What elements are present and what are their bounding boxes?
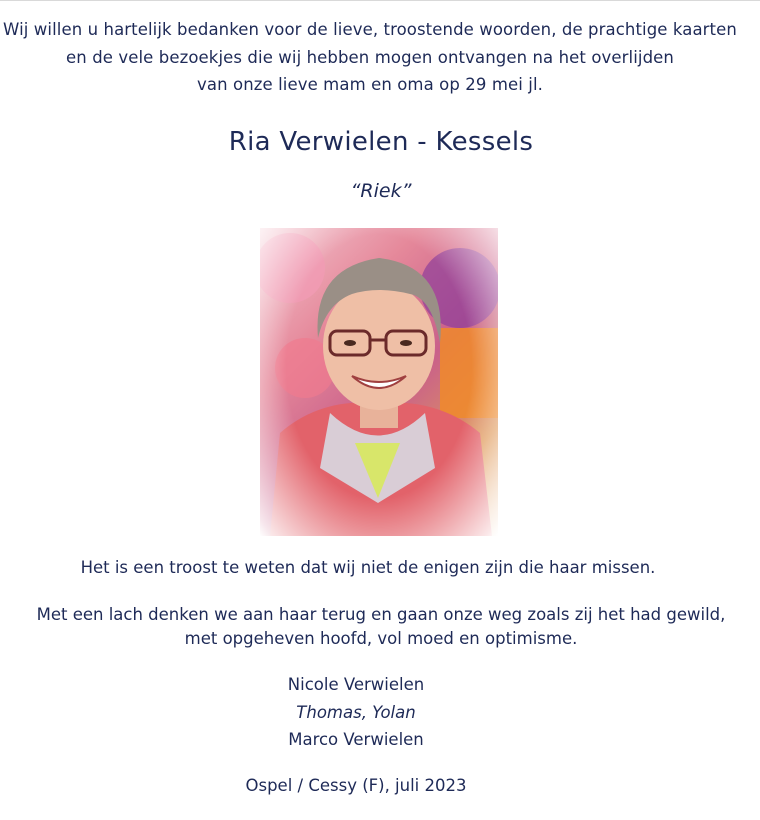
memory-line-1: Met een lach denken we aan haar terug en gaan onze weg zoals zij het had gewild, — [36, 605, 726, 624]
intro-text — [0, 16, 740, 99]
top-border — [0, 0, 760, 1]
place-date: Ospel / Cessy (F), juli 2023 — [245, 776, 467, 795]
signature-nicole: Nicole Verwielen — [287, 675, 425, 694]
signature-marco: Marco Verwielen — [288, 730, 424, 749]
deceased-nickname: “Riek” — [350, 180, 412, 202]
intro-line-2: en de vele bezoekjes die wij hebben mogen ontvangen na het overlijden — [66, 47, 674, 67]
portrait-photo — [260, 228, 498, 536]
deceased-name: Ria Verwielen - Kessels — [228, 127, 534, 157]
portrait-illustration — [260, 228, 498, 536]
memory-text — [0, 603, 760, 651]
comfort-line: Het is een troost te weten dat wij niet de enigen zijn die haar missen. — [80, 558, 656, 577]
signature-children: Thomas, Yolan — [296, 703, 416, 722]
intro-line-3: van onze lieve mam en oma op 29 mei jl. — [197, 75, 543, 94]
memory-line-2: met opgeheven hoofd, vol moed en optimisme. — [184, 629, 578, 648]
intro-line-1: Wij willen u hartelijk bedanken voor de lieve, troostende woorden, de prachtige kaarten — [3, 20, 737, 39]
